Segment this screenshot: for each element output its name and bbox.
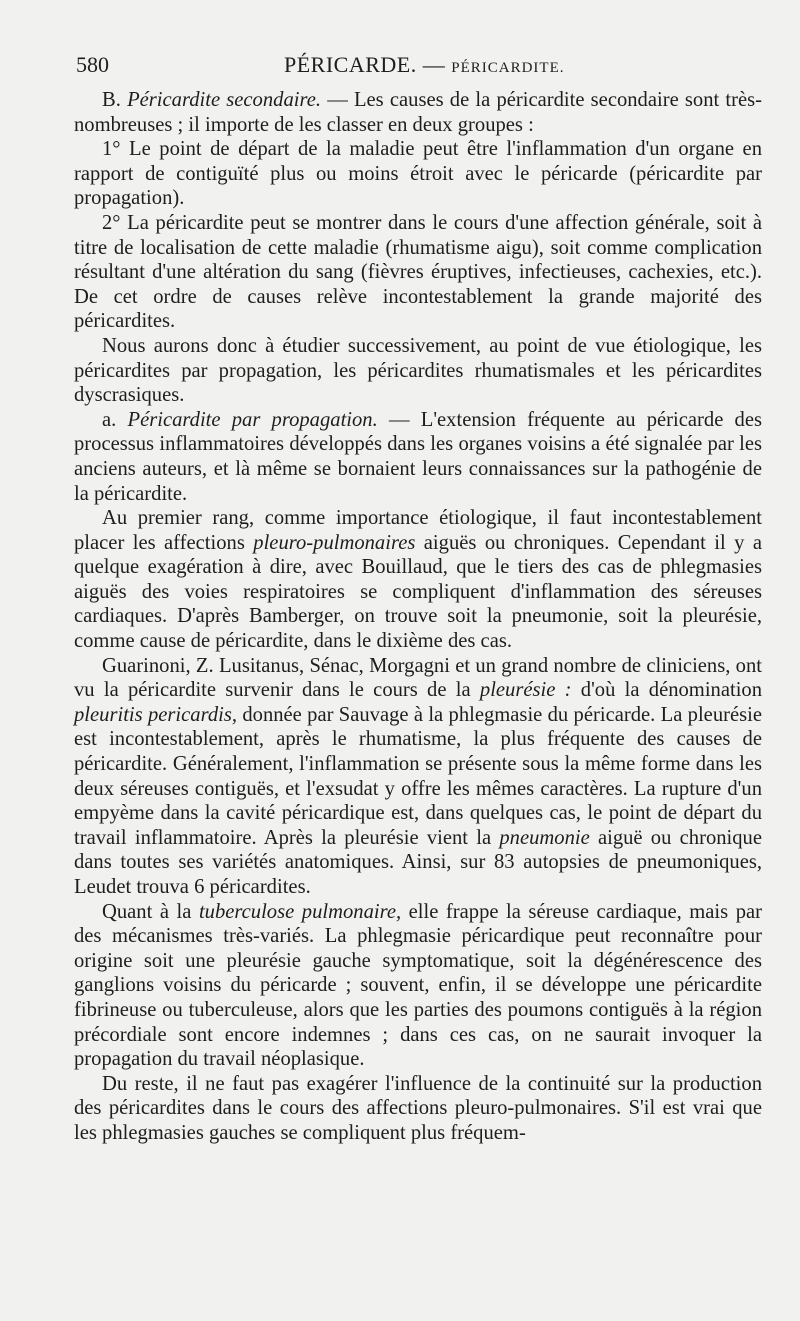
paragraph-text: Quant à la — [102, 900, 199, 923]
running-head-title: PÉRICARDE. — [284, 52, 417, 77]
paragraph-secondary-pericarditis — [74, 88, 762, 137]
paragraph-text: aiguë ou chronique dans toutes ses variétés anatomiques. Ainsi, sur 83 autopsies de pneumoniques, Leudet trouva 6 péricardites. — [74, 826, 762, 898]
paragraph-text: 1° Le point de départ de la maladie peut être l'inflammation d'un organe en rapport de contiguïté plus ou moins étroit avec le péricarde (péricardite par propagation). — [74, 138, 762, 210]
section-heading-italic: Péricardite par propagation. — [127, 408, 378, 431]
body-text — [74, 88, 762, 1146]
italic-term: pleuro-pulmonaires — [253, 531, 416, 554]
paragraph-tuberculosis — [74, 900, 762, 1072]
section-heading-italic: Péricardite secondaire. — [127, 89, 322, 111]
paragraph-text: Du reste, il ne faut pas exagérer l'influence de la continuité sur la production des péricardites dans le cours des affections pleuro-pulmonaires. S'il est vrai que les phlegmasies gauches se compliquent plus fréquem- — [74, 1072, 762, 1144]
page-header — [74, 50, 762, 84]
paragraph-text: d'où la dénomination — [571, 679, 763, 702]
running-head-dash: — — [422, 52, 446, 77]
paragraph-text: Guarinoni, Z. Lusitanus, Sénac, Morgagni et un grand nombre de cliniciens, ont vu la péricardite survenir dans le cours de la — [74, 654, 762, 702]
italic-term: pleuritis pericardis, — [74, 703, 238, 726]
page-number: 580 — [76, 52, 109, 77]
paragraph-text: aiguës ou chroniques. Cependant il y a quelque exagération à dire, avec Bouillaud, que le tiers des cas de phlegmasies aiguës des voies respiratoires se compliquent d'inflammation des séreuses cardiaques. D'après Bamberger, on trouve soit la pneumonie, soit la pleurésie, comme cause de péricardite, dans le dixième des cas. — [74, 531, 763, 653]
paragraph-pleuro-pulmonary — [74, 506, 762, 654]
paragraph-text: a. — [102, 408, 128, 431]
italic-term: tuberculose pulmonaire, — [198, 900, 402, 923]
paragraph-text: Au premier rang, comme importance étiologique, il faut incontestablement placer les affections — [74, 507, 762, 554]
paragraph-study-plan — [74, 334, 762, 408]
italic-term: pleurésie : — [479, 679, 572, 702]
paragraph-point-1 — [74, 137, 762, 211]
paragraph-text: — L'extension fréquente au péricarde des processus inflammatoires développés dans les organes voisins a été signalée par les anciens auteurs, et là même se bornaient leurs connaissances sur la pathogénie de la péricardite. — [74, 408, 762, 505]
paragraph-text: — Les causes de la péricardite secondaire sont très-nombreuses ; il importe de les classer en deux groupes : — [74, 89, 762, 136]
paragraph-text: 2° La péricardite peut se montrer dans le cours d'une affection générale, soit à titre de localisation de cette maladie (rhumatisme aigu), soit comme complication résultant d'une altération du sang (fièvres éruptives, infectieuses, cachexies, etc.). De cet ordre de causes relève incontestablement la grande majorité des péricardites. — [74, 211, 762, 333]
running-head — [284, 50, 565, 83]
paragraph-continuity — [74, 1072, 762, 1146]
paragraph-point-2 — [74, 211, 762, 334]
running-head-subtitle: PÉRICARDITE. — [451, 60, 565, 76]
paragraph-text: Nous aurons donc à étudier successivement, au point de vue étiologique, les péricardites par propagation, les péricardites rhumatismales et les péricardites dyscrasiques. — [74, 334, 762, 407]
italic-term: pneumonie — [499, 826, 590, 849]
paragraph-text: elle frappe la séreuse cardiaque, mais par des mécanismes très-variés. La phlegmasie péricardique peut reconnaître pour origine soit une pleurésie gauche symptomatique, soit la dégénérescence des ganglions voisins du péricarde ; souvent, enfin, il se développe une péricardite fibrineuse ou tuberculeuse, alors que les parties des poumons contiguës à la région précordiale sont encore indemnes ; dans ces cas, on ne saurait invoquer la propagation du travail néoplasique. — [74, 900, 762, 1071]
paragraph-pleurisy — [74, 654, 762, 900]
paragraph-text: B. — [102, 89, 128, 111]
paragraph-propagation — [74, 408, 762, 506]
paragraph-text: donnée par Sauvage à la phlegmasie du péricarde. La pleurésie est incontestablement, après le rhumatisme, la plus fréquente des causes de péricardite. Généralement, l'inflammation se présente sous la même forme dans les deux séreuses contiguës, et l'exsudat y offre les mêmes caractères. La rupture d'un empyème dans la cavité péricardique est, dans quelques cas, le point de départ du travail inflammatoire. Après la pleurésie vient la — [74, 703, 762, 849]
